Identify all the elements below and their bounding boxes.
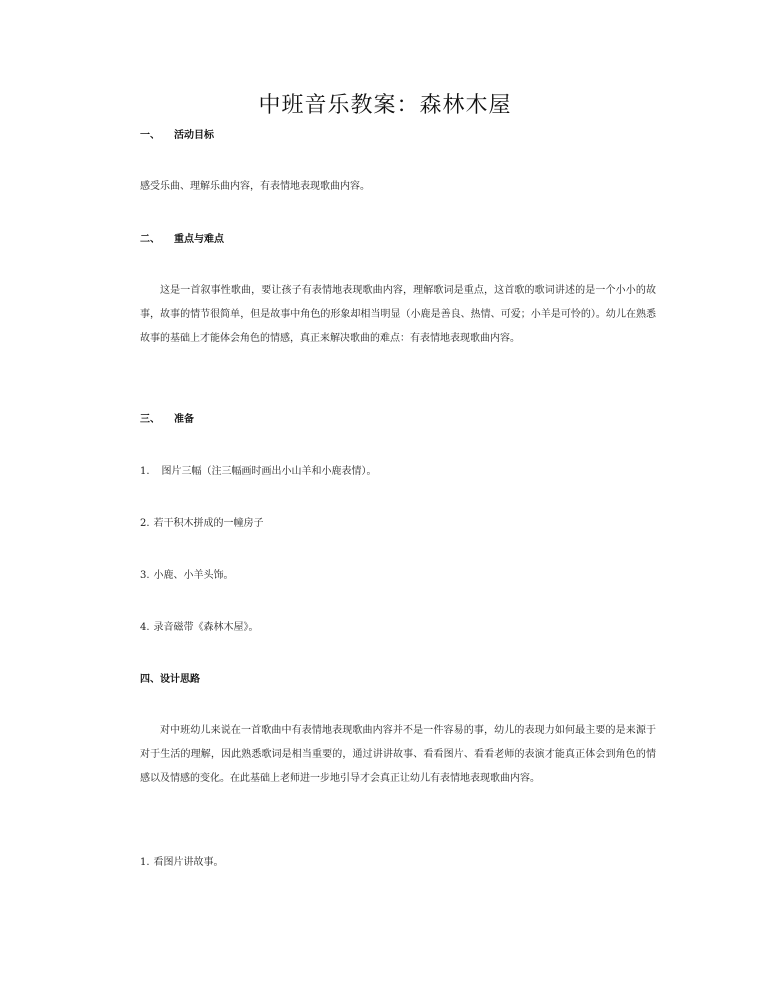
preparation-item — [140, 621, 656, 635]
section-heading-text: 准备 — [174, 414, 194, 425]
section-heading-text: 重点与难点 — [174, 234, 224, 245]
preparation-item — [140, 517, 656, 531]
section-number: 三、 — [140, 414, 160, 425]
section-number: 二、 — [140, 234, 160, 245]
item-text: 录音磁带《森林木屋》。 — [153, 622, 259, 633]
section-number: 一、 — [140, 130, 160, 141]
section-heading-preparation — [140, 413, 194, 427]
item-number: 2. — [140, 518, 150, 529]
design-item — [140, 856, 656, 870]
item-number: 1. — [140, 857, 150, 868]
section-heading-design: 四、设计思路 — [140, 674, 200, 685]
item-number: 1. — [140, 466, 150, 477]
item-text: 看图片讲故事。 — [153, 857, 224, 868]
item-number: 4. — [140, 622, 150, 633]
page-title: 中班音乐教案：森林木屋 — [258, 93, 512, 118]
item-number: 3. — [140, 570, 150, 581]
section-heading-text: 活动目标 — [174, 130, 214, 141]
item-text: 图片三幅（注三幅画时画出小山羊和小鹿表情）。 — [161, 466, 377, 477]
objectives-text: 感受乐曲、理解乐曲内容，有表情地表现歌曲内容。 — [140, 181, 370, 192]
preparation-item — [140, 465, 656, 479]
item-text: 若干积木拼成的一幢房子 — [153, 518, 264, 529]
key-points-paragraph: 这是一首叙事性歌曲，要让孩子有表情地表现歌曲内容，理解歌词是重点，这首歌的歌词讲述的是一个小小的故事，故事的情节很简单，但是故事中角色的形象却相当明显（小鹿是善良、热情、可爱；小羊是可怜的）。幼儿在熟悉故事的基础上才能体会角色的情感，真正来解决歌曲的难点：有表情地表现歌曲内容。 — [140, 285, 656, 344]
section-heading-objectives — [140, 129, 214, 143]
section-heading-key-points — [140, 233, 224, 247]
item-text: 小鹿、小羊头饰。 — [153, 570, 234, 581]
preparation-item — [140, 569, 656, 583]
design-paragraph: 对中班幼儿来说在一首歌曲中有表情地表现歌曲内容并不是一件容易的事，幼儿的表现力如何最主要的是来源于对于生活的理解，因此熟悉歌词是相当重要的，通过讲讲故事、看看图片、看看老师的表演才能真正体会到角色的情感以及情感的变化。在此基础上老师进一步地引导才会真正让幼儿有表情地表现歌曲内容。 — [140, 725, 656, 784]
